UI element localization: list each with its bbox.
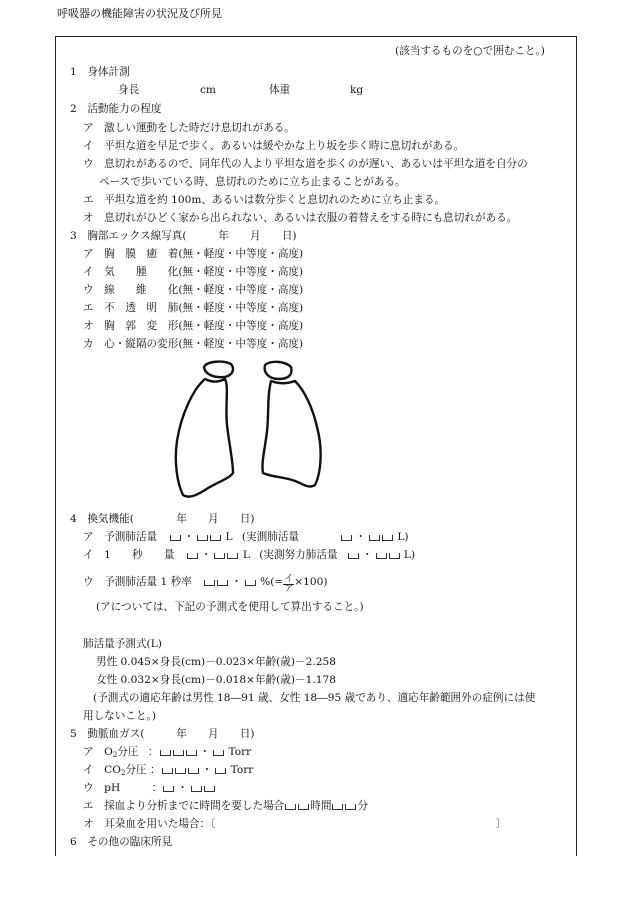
severity-scale: (無・軽度・中等度・高度) bbox=[178, 248, 304, 260]
activity-option-i: イ 平坦な道を早足で歩く、あるいは緩やかな上り坂を歩く時に息切れがある。 bbox=[83, 140, 465, 152]
pao2-subscript: 2 bbox=[112, 751, 118, 759]
activity-option-o: オ 息切れがひどく家から出られない、あるいは衣服の着替えをする時にも息切れがある。 bbox=[83, 212, 518, 224]
xray-item-i bbox=[83, 267, 303, 278]
section-1-heading: 1 身体計測 bbox=[70, 66, 130, 78]
lung-outline-diagram bbox=[171, 357, 341, 507]
formula-heading: 肺活量予測式(L) bbox=[83, 638, 162, 650]
pao2-label: ア O bbox=[83, 746, 113, 758]
paco2-row: イ $CO_2$分圧 ： ・ Torr bbox=[83, 764, 254, 777]
xray-item-ka bbox=[83, 339, 303, 350]
formula-female: 女性 0.032×身長(cm)－0.018×年齢(歳)－1.178 bbox=[96, 674, 336, 686]
pao2-label-suffix: 分圧 bbox=[117, 746, 139, 758]
xray-item-label: イ 気 腫 化 bbox=[83, 266, 179, 278]
xray-item-label: カ 心・縦隔の変形 bbox=[83, 338, 179, 350]
minutes-unit: 分 bbox=[357, 800, 369, 812]
measured-vc-label: (実測肺活量 bbox=[241, 531, 300, 543]
measured-fvc-label: (実測努力肺活量 bbox=[259, 549, 338, 561]
formula-range-note-cont: 用しないこと。) bbox=[83, 710, 156, 722]
paco2-label-suffix: 分圧 bbox=[125, 764, 147, 776]
section-2-heading: 2 活動能力の程度 bbox=[70, 103, 162, 115]
xray-item-label: ア 胸 膜 癒 着 bbox=[83, 248, 179, 260]
fev1-ratio-row: ウ 予測肺活量 1 秒率 ・ %(= $\frac{\text{イ}}{\text{ア}}$ ×100) bbox=[83, 574, 328, 594]
measured-vc-unit: L) bbox=[397, 531, 409, 543]
section-5-heading: 5 動脈血ガス( 年 月 日) bbox=[70, 728, 255, 740]
formula-male: 男性 0.045×身長(cm)－0.023×年齢(歳)－2.258 bbox=[96, 656, 336, 668]
earlobe-blood-label: オ 耳朶血を用いた場合：〔 bbox=[83, 818, 216, 830]
form-frame bbox=[55, 36, 577, 856]
analysis-delay-label: エ 採血より分析までに時間を要した場合 bbox=[83, 800, 285, 812]
fraction-denominator: ア bbox=[284, 584, 294, 594]
paco2-unit: Torr bbox=[230, 764, 254, 776]
right-lung-apex bbox=[204, 362, 233, 378]
fev1-row: イ 1 秒 量 ・ L (実測努力肺活量 ・ L) bbox=[83, 549, 416, 561]
predicted-vc-row: ア 予測肺活量 ・ L (実測肺活量 ・ L) bbox=[83, 531, 409, 543]
severity-scale: (無・軽度・中等度・高度) bbox=[178, 302, 304, 314]
fev1-ratio-tail: ×100) bbox=[294, 576, 328, 588]
weight-unit: kg bbox=[350, 84, 364, 96]
pao2-row: ア $O_2$分圧 ： ・ Torr bbox=[83, 746, 252, 759]
right-lung-outline bbox=[176, 379, 233, 497]
activity-option-u: ウ 息切れがあるので、同年代の人より平坦な道を歩くのが遅い、あるいは平坦な道を自分の bbox=[83, 158, 528, 170]
paco2-subscript: 2 bbox=[120, 769, 126, 777]
section-4-heading: 4 換気機能( 年 月 日) bbox=[70, 513, 255, 525]
analysis-delay-row bbox=[83, 801, 368, 812]
fev1-ratio-label: ウ 予測肺活量 1 秒率 bbox=[83, 576, 192, 588]
severity-scale: (無・軽度・中等度・高度) bbox=[178, 338, 304, 350]
formula-range-note: (予測式の適応年齢は男性 18―91 歳、女性 18―95 歳であり、適応年齢範囲外の症例には使 bbox=[93, 692, 536, 704]
height-label: 身長 bbox=[118, 84, 140, 96]
activity-option-u-cont: ペースで歩いている時、息切れのために立ち止まることがある。 bbox=[99, 176, 406, 188]
height-unit: cm bbox=[200, 84, 216, 96]
xray-item-label: ウ 線 維 化 bbox=[83, 284, 179, 296]
activity-option-a: ア 激しい運動をした時だけ息切れがある。 bbox=[83, 122, 295, 134]
measured-fvc-unit: L) bbox=[403, 549, 416, 561]
pao2-unit: Torr bbox=[228, 746, 252, 758]
xray-item-u bbox=[83, 285, 303, 296]
xray-item-label: エ 不 透 明 肺 bbox=[83, 302, 179, 314]
hours-unit: 時間 bbox=[310, 800, 332, 812]
predicted-vc-label: ア 予測肺活量 bbox=[83, 531, 158, 543]
left-lung-apex bbox=[265, 362, 292, 379]
paco2-label: イ CO bbox=[83, 764, 121, 776]
fev1-unit: L bbox=[242, 549, 250, 561]
earlobe-blood-close-bracket: 〕 bbox=[496, 818, 507, 830]
xray-item-e bbox=[83, 303, 303, 314]
section-6-heading: 6 その他の臨床所見 bbox=[70, 836, 173, 848]
fev1-ratio-fraction bbox=[283, 575, 294, 594]
ph-row: ウ pH ： ・ bbox=[83, 783, 216, 794]
left-lung-outline bbox=[262, 381, 320, 486]
activity-option-e: エ 平坦な道を約 100m、あるいは数分歩くと息切れのために立ち止まる。 bbox=[83, 194, 446, 206]
section-3-heading: 3 胸部エックス線写真( 年 月 日) bbox=[70, 230, 297, 242]
predicted-vc-unit: L bbox=[225, 531, 233, 543]
fev1-ratio-unit: %(= bbox=[260, 576, 284, 588]
predicted-formula-note: (アについては、下記の予測式を使用して算出すること。) bbox=[96, 601, 364, 613]
fraction-numerator: イ bbox=[284, 574, 294, 584]
xray-item-a bbox=[83, 249, 303, 260]
weight-label: 体重 bbox=[269, 84, 291, 96]
document-title: 呼吸器の機能障害の状況及び所見 bbox=[57, 7, 222, 20]
xray-item-o bbox=[83, 321, 303, 332]
severity-scale: (無・軽度・中等度・高度) bbox=[178, 320, 304, 332]
xray-item-label: オ 胸 郭 変 形 bbox=[83, 320, 179, 332]
ph-label: ウ pH bbox=[83, 782, 121, 794]
instruction-note: (該当するものを○で囲むこと。) bbox=[395, 45, 545, 57]
severity-scale: (無・軽度・中等度・高度) bbox=[178, 284, 304, 296]
severity-scale: (無・軽度・中等度・高度) bbox=[178, 266, 304, 278]
fev1-label: イ 1 秒 量 bbox=[83, 549, 175, 561]
